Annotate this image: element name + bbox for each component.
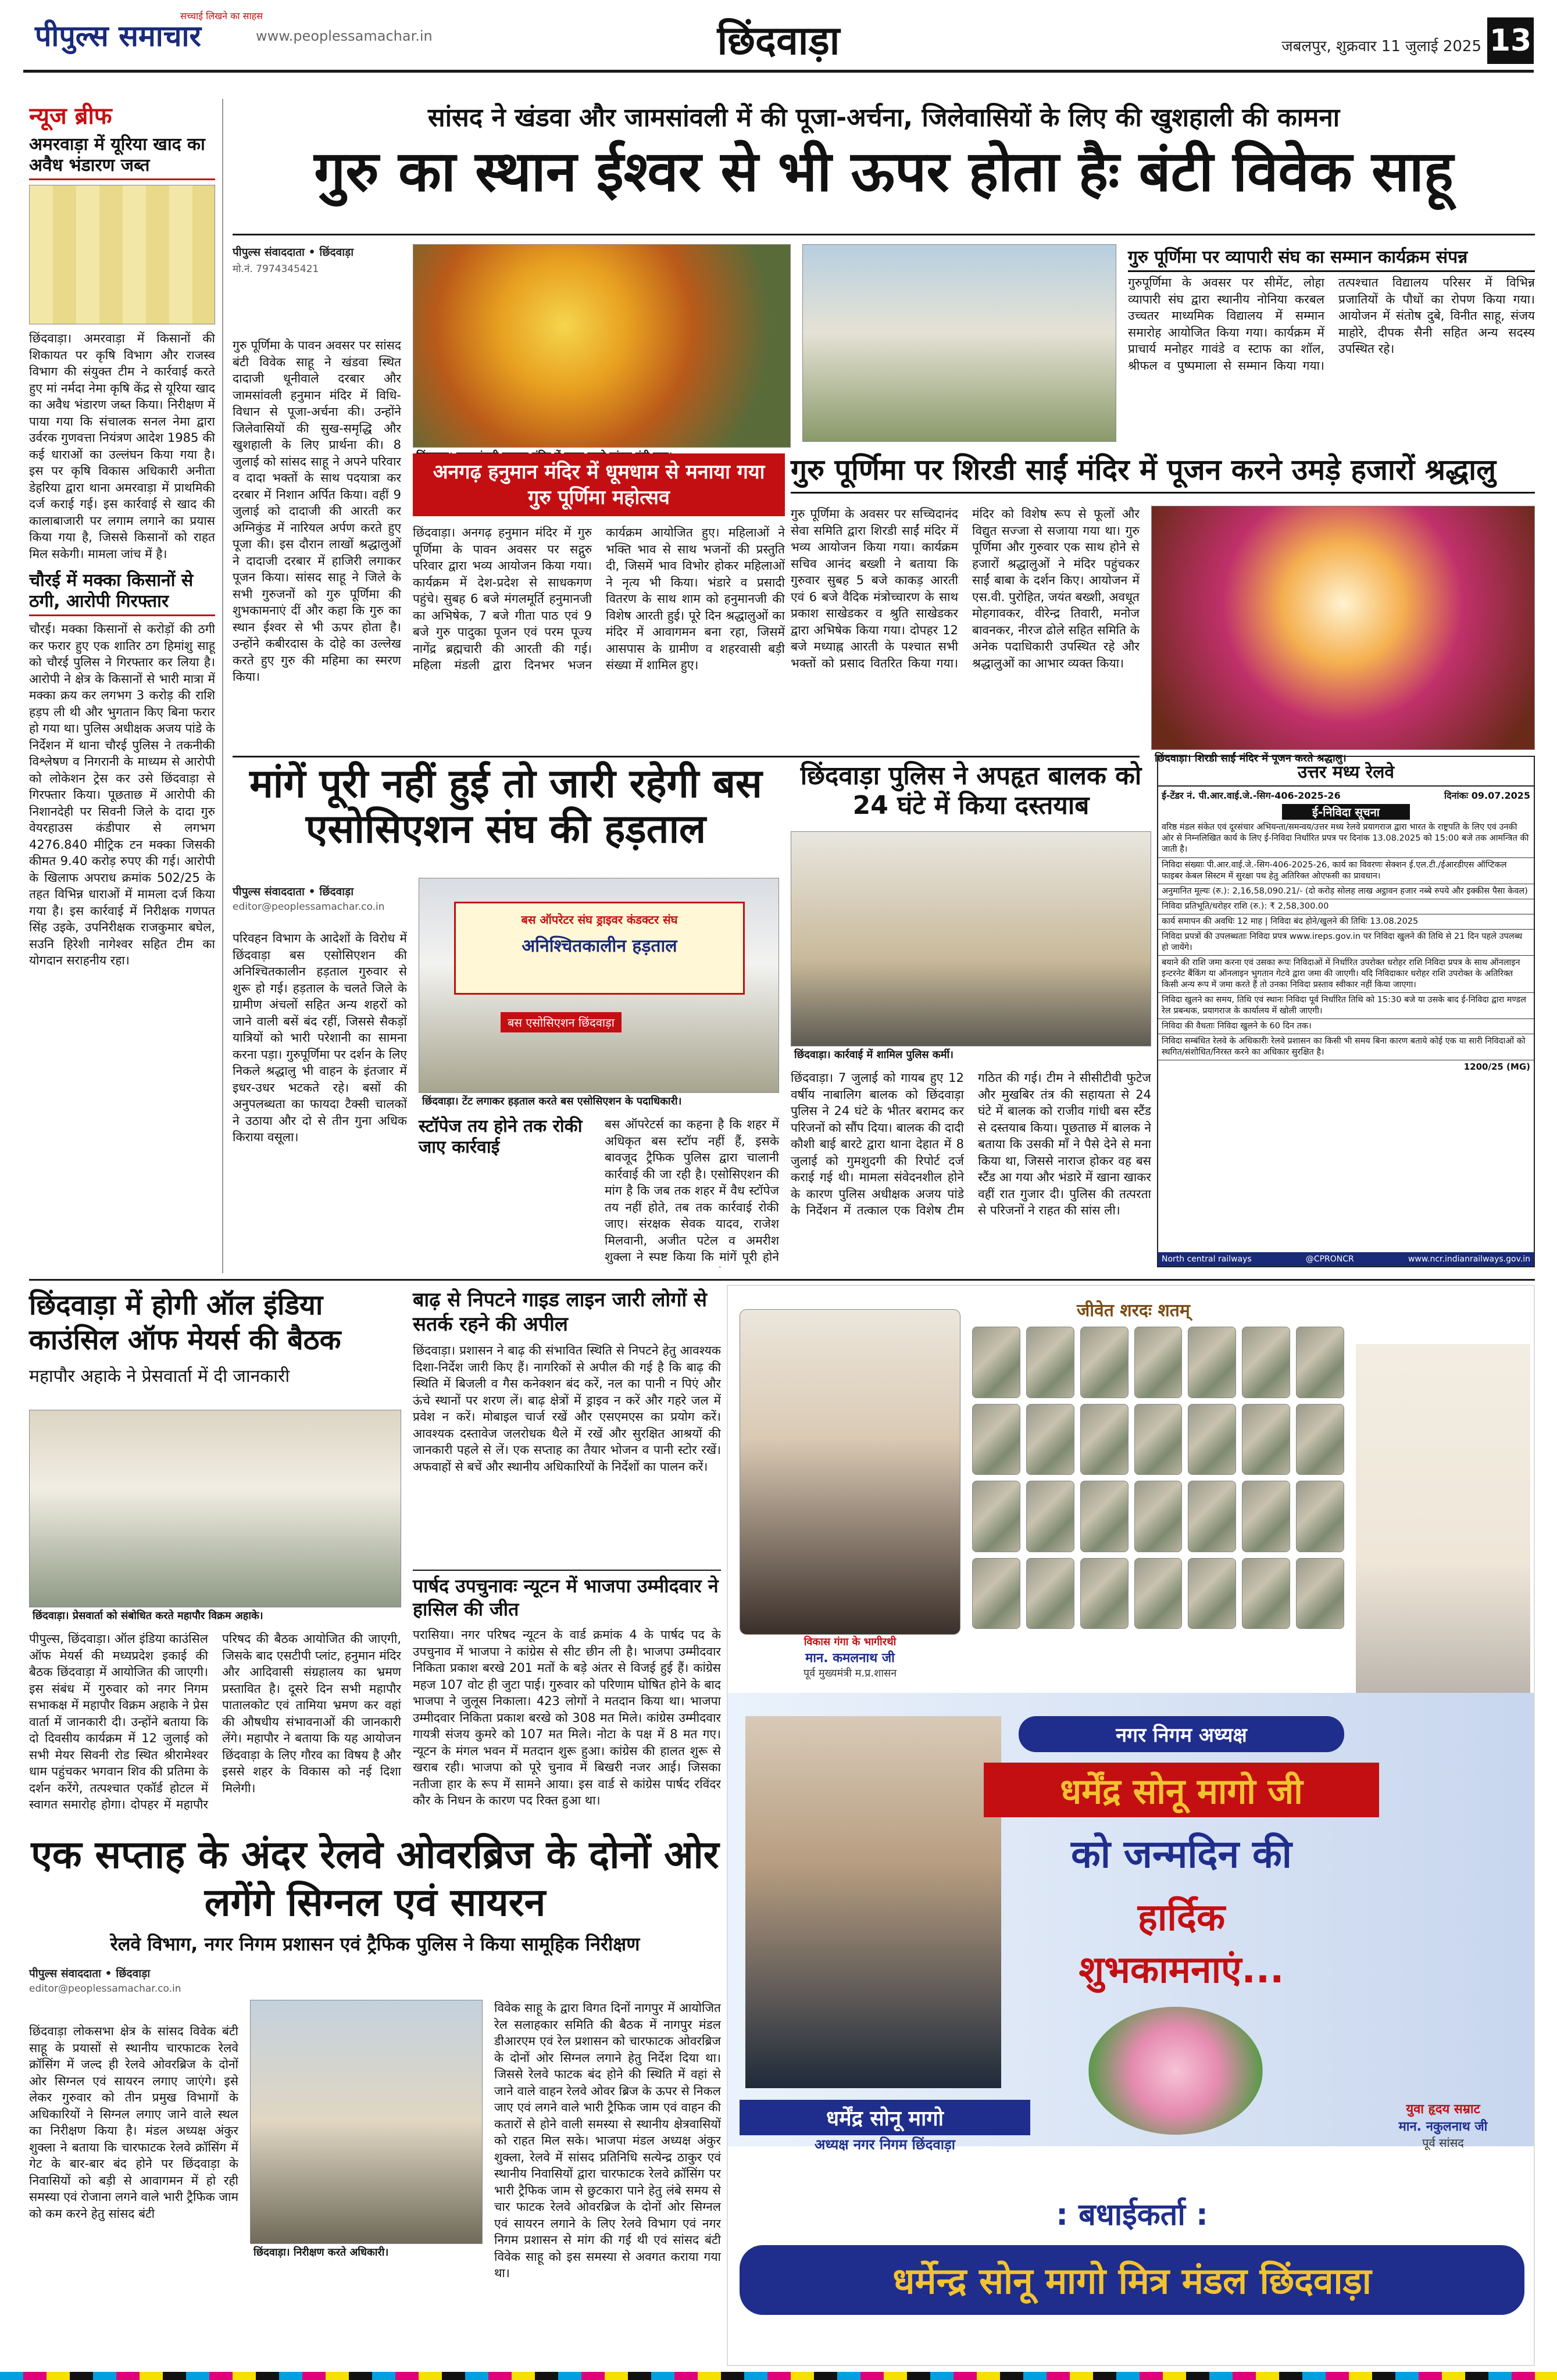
police-body: छिंदवाड़ा। 7 जुलाई को गायब हुए 12 वर्षीय नाबालिग बालक को छिंदवाड़ा पुलिस ने 24 घंटे के भीतर बरामद कर परिजनों को सौंप दिया। बालक की दादी कौशी बाई बारटे द्वारा थाना देहात में 8 जुलाई को गुमशुदगी की रिपोर्ट दर्ज कराई गई थी। मामला संवेदनशील होने के कारण पुलिस अधीक्षक अजय पांडे के निर्देशन में तत्काल एक विशेष टीम गठित की गई। टीम ने सीसीटीवी फुटेज और मुखबिर तंत्र की सहायता से 24 घंटे में बालक को राजीव गांधी बस स्टैंड से दस्तयाब किया। पूछताछ में बालक ने बताया कि उसकी माँ ने पैसे देने से मना किया था, जिससे नाराज होकर वह बस स्टैंड आ गया और भंडारे में खाना खाकर वहीं रात गुजार दी। पुलिस की तत्परता से परिजनों ने राहत की सांस ली। xyxy=(791,1071,1151,1217)
rob-deck: रेलवे विभाग, नगर निगम प्रशासन एवं ट्रैफिक पुलिस ने किया सामूहिक निरीक्षण xyxy=(110,1933,640,1955)
ad-portrait xyxy=(1134,1327,1183,1398)
rob-byline xyxy=(29,1966,250,1995)
tender-footer xyxy=(1158,1252,1534,1266)
ad-portrait xyxy=(1296,1404,1344,1475)
section-name: छिंदवाड़ा xyxy=(717,18,840,64)
tender-row: बयाने की राशि जमा करना एवं उसका रूपः निविदाओं में निर्धारित उपरोक्त धरोहर राशि निविदा प्रपत्र के साथ ऑनलाइन इन्टरनेट बैंकिंग या ऑनलाइन भुगतान गेटवे द्वारा जमा की जाएगी। यदि निविदाकार धरोहर राशि उपरोक्त के अतिरिक्त किसी अन्य रूप में जमा करते हैं तो उनका निविदा प्रस्ताव स्वीकार नहीं किया जाएगा। xyxy=(1158,956,1534,993)
ad-portrait xyxy=(1296,1327,1344,1398)
ad-portrait xyxy=(1134,1404,1183,1475)
tender-row: निविदा खुलने का समय, तिथि एवं स्थानः निविदा पूर्व निर्धारित तिथि को 15:30 बजे या उसके बाद ई-निविदा द्वारा मण्डल रेल प्रबन्धक, प्रयागराज के कार्यालय में खोली जाएगी। xyxy=(1158,993,1534,1019)
tender-org: उत्तर मध्य रेलवे xyxy=(1158,757,1534,787)
mayors-photo-caption: छिंदवाड़ा। प्रेसवार्ता को संबोधित करते महापौर विक्रम अहाके। xyxy=(29,1607,401,1624)
ad-leader-tag: विकास गंगा के भागीरथी xyxy=(804,1636,897,1648)
ad-portrait xyxy=(972,1404,1020,1475)
rob-headline: एक सप्ताह के अंदर रेलवे ओवरब्रिज के दोनों ओर लगेंगे सिग्नल एवं सायरन xyxy=(31,1832,719,1925)
news-brief-column xyxy=(29,99,215,1273)
police-photo xyxy=(791,831,1151,1046)
ad-portrait xyxy=(1026,1404,1074,1475)
rob-email[interactable]: editor@peoplessamachar.co.in xyxy=(29,1983,181,1995)
tender-date: दिनांकः 09.07.2025 xyxy=(1444,790,1530,801)
parshad-headline: पार्षद उपचुनावः न्यूटन में भाजपा उम्मीदवार ने हासिल की जीत xyxy=(413,1570,721,1621)
flood-headline: बाढ़ से निपटने गाइड लाइन जारी लोगों से सतर्क रहने की अपील xyxy=(413,1288,707,1336)
ad-pos: नगर निगम अध्यक्ष xyxy=(1019,1716,1344,1752)
bus-banner-line3: बस एसोसिएशन छिंदवाड़ा xyxy=(501,1012,622,1032)
rob-byline-text: पीपुल्स संवाददाता • छिंदवाड़ा xyxy=(29,1967,151,1980)
ad-person-photo xyxy=(745,1716,1001,2088)
mayors-deck: महापौर अहाके ने प्रेसवार्ता में दी जानकारी xyxy=(29,1366,290,1386)
ad-portrait xyxy=(1296,1481,1344,1552)
ad-top-line: जीवेत शरदः शतम् xyxy=(1077,1300,1190,1321)
bus-sub: स्टॉपेज तय होने तक रोकी जाए कार्रवाई xyxy=(419,1116,583,1157)
ad-portrait-grid xyxy=(972,1327,1344,1629)
ad-portrait xyxy=(1242,1404,1290,1475)
ad-portrait xyxy=(1026,1327,1074,1398)
rob-photo-caption: छिंदवाड़ा। निरीक्षण करते अधिकारी। xyxy=(250,2244,483,2260)
police-headline: छिंदवाड़ा पुलिस ने अपहृत बालक को 24 घंटे में किया दस्तयाब xyxy=(800,761,1142,820)
mayors-headline: छिंदवाड़ा में होगी ऑल इंडिया काउंसिल ऑफ मेयर्स की बैठक xyxy=(29,1289,341,1356)
masthead-rule xyxy=(23,70,1534,73)
lead-headline: गुरु का स्थान ईश्वर से भी ऊपर होता हैः बंटी विवेक साहू xyxy=(314,139,1454,204)
ad-person-name: धर्मेंद्र सोनू मागो xyxy=(740,2100,1030,2135)
mayors-photo xyxy=(29,1410,401,1607)
ad-portrait xyxy=(972,1558,1020,1629)
rob-body2: विवेक साहू के द्वारा विगत दिनों नागपुर में आयोजित रेल सलाहकार समिति की बैठक में नागपुर मंडल डीआरएम एवं रेल प्रशासन को चारफाटक ओवरब्रिज के दोनों ओर सिग्नल लगाने हेतु निर्देश दिया था। जिससे रेलवे फाटक बंद होने की स्थिति में वहां से जाने वाले वाहन रेलवे ओवर ब्रिज के ऊपर से निकल जाए एवं लगने वाले भारी ट्रैफिक जाम एवं वाहन की कतारों से होने वाली समस्या से स्थानीय क्षेत्रवासियों को राहत मिल सके। भाजपा मंडल अध्यक्ष अंकुर शुक्ला, रेलवे में सांसद प्रतिनिधि सत्येन्द्र ठाकुर एवं स्थानीय निवासियों द्वारा चारफाटक रेलवे क्रॉसिंग पर भारी ट्रैफिक जाम से छुटकारा पाने हेतु लंबे समय से चार फाटक रेलवे ओवरब्रिज के दोनों ओर सिग्नल एवं सायरन लगाने के लिए रेलवे विभाग एवं नगर निगम प्रशासन से मांग की गई थी एवं सांसद बंटी विवेक साहू को इस समस्या से अवगत कराया गया था। xyxy=(494,2001,721,2280)
bus-banner-line1: बस ऑपरेटर संघ ड्राइवर कंडक्टर संघ xyxy=(521,913,678,927)
lead-byline-text: पीपुल्स संवाददाता • छिंदवाड़ा xyxy=(233,246,354,259)
ad-portrait xyxy=(1080,1404,1129,1475)
ad-portrait xyxy=(972,1327,1020,1398)
ad-portrait xyxy=(1296,1558,1344,1629)
shirdi-photo-caption: छिंदवाड़ा। शिरडी साईं मंदिर में पूजन करते श्रद्धालु। xyxy=(1151,750,1535,766)
vyapari-photo xyxy=(802,244,1116,442)
tender-row: निविदा सम्बंधित रेलवे के अधिकारीः रेलवे प्रशासन का किसी भी समय बिना कारण बताये कोई एक या सारी निविदाओं को स्थगित/संशोधित/निरस्त करने का अधिकार सुरक्षित है। xyxy=(1158,1034,1534,1060)
bus-body: परिवहन विभाग के आदेशों के विरोध में छिंदवाड़ा बस एसोसिएशन की अनिश्चितकालीन हड़ताल गुरुवार से शुरू हो गई। हड़ताल के चलते जिले के ग्रामीण अंचलों सहित अन्य शहरों को जाने वाली बसें बंद रहीं, जिससे सैकड़ों यात्रियों को भारी परेशानी का सामना करना पड़ा। गुरुपूर्णिमा पर दर्शन के लिए निकले श्रद्धालु भी वाहन के इंतजार में इधर-उधर भटकते रहे। बसों की अनुपलब्धता का फायदा टैक्सी चालकों ने उठाया और दो से तीन गुना अधिक किराया वसूला। xyxy=(233,931,407,1144)
ad-right-tag: युवा हृदय सम्राट xyxy=(1406,2102,1480,2117)
urea-bags-photo xyxy=(29,185,215,324)
ad-flowers xyxy=(1088,2007,1263,2135)
lead-byline xyxy=(233,244,401,275)
ad-portrait xyxy=(1188,1327,1236,1398)
tender-row: निविदा की वैधताः निविदा खुलने के 60 दिन तक। xyxy=(1158,1019,1534,1034)
brief-item-body: छिंदवाड़ा। अमरवाड़ा में किसानों की शिकायत पर कृषि विभाग और राजस्व विभाग की संयुक्त टीम ने कार्रवाई करते हुए मां नर्मदा नेमा कृषि केंद्र से यूरिया खाद का अवैध भंडारण जब्त किया। निरीक्षण में पाया गया कि संचालक सनल नेमा द्वारा उर्वरक गुणवत्ता नियंत्रण आदेश 1985 की कई धाराओं का उल्लंघन किया गया है। इस पर कृषि विकास अधिकारी अनीता डेहरिया द्वारा थाना अमरवाड़ा में प्राथमिकी दर्ज कराई गई। इस कार्रवाई से खाद की कालाबाजारी पर लगाम लगाने का प्रयास किया गया है, जिससे किसानों को राहत मिल सकेगी। मामला जांच में है। xyxy=(29,331,215,561)
brief-item-title: अमरवाड़ा में यूरिया खाद का अवैध भंडारण जब्त xyxy=(29,134,215,180)
ad-portrait xyxy=(1080,1327,1129,1398)
shirdi-story xyxy=(791,453,1535,767)
ad-portrait xyxy=(1080,1481,1129,1552)
bus-byline-text: पीपुल्स संवाददाता • छिंदवाड़ा xyxy=(233,885,354,898)
tender-row: निविदा प्रपत्रों की उपलब्धताः निविदा प्रपत्र www.ireps.gov.in पर निविदा खुलने की तिथि से 21 दिन पहले उपलब्ध हो जायेंगे। xyxy=(1158,930,1534,956)
ad-footer: धर्मेन्द्र सोनू मागो मित्र मंडल छिंदवाड़ा xyxy=(740,2245,1524,2315)
page-number: 13 xyxy=(1487,17,1534,64)
tender-intro: वरिष्ठ मंडल संकेत एवं दूरसंचार अभियन्ता/समन्वय/उत्तर मध्य रेलवे प्रयागराज द्वारा भारत के राष्ट्रपति के लिए एवं उनकी ओर से निम्नलिखित कार्य के लिए ई-निविदा निर्धारित प्रपत्र पर दिनांक 13.08.2025 को 15:00 बजे तक आमन्त्रित की जाती है। xyxy=(1158,822,1534,858)
ad-name: धर्मेंद्र सोनू मागो जी xyxy=(984,1763,1379,1817)
police-photo-caption: छिंदवाड़ा। कार्रवाई में शामिल पुलिस कर्मी। xyxy=(791,1046,1151,1063)
ad-line1: को जन्मदिन की xyxy=(1071,1832,1292,1877)
ad-leader-name: मान. कमलनाथ जी xyxy=(805,1651,895,1666)
tender-meta xyxy=(1158,787,1534,804)
anagadh-headline: अनगढ़ हनुमान मंदिर में धूमधाम से मनाया गया गुरु पूर्णिमा महोत्सव xyxy=(413,453,785,516)
ad-portrait xyxy=(972,1481,1020,1552)
bus-banner xyxy=(454,902,745,995)
ad-portrait xyxy=(1188,1481,1236,1552)
tender-row: निविदा संख्याः पी.आर.वाई.जे.-सिग-406-2025-26, कार्य का विवरणः सेक्शन ई.एल.टी./ईआरडीएस ऑप्टिकल फाइबर केबल सिस्टम में सुरक्षा पथ हेतु अतिरिक्त ओएफसी का प्रावधान। xyxy=(1158,858,1534,884)
tender-no: ई-टेंडर नं. पी.आर.वाई.जे.-सिग-406-2025-26 xyxy=(1162,790,1341,801)
tender-footer-mid: @CPRONCR xyxy=(1305,1255,1354,1264)
bus-headline: मांगें पूरी नहीं हुई तो जारी रहेगी बस एसोसिएशन संघ की हड़ताल xyxy=(249,761,762,853)
news-brief-label: न्यूज ब्रीफ xyxy=(29,103,112,130)
anagadh-story xyxy=(413,453,785,756)
ad-portrait xyxy=(1242,1481,1290,1552)
vyapari-body: गुरुपूर्णिमा के अवसर पर सीमेंट, लोहा व्यापारी संघ द्वारा स्थानीय नोनिया करबल उच्चतर माध्यमिक विद्यालय में सम्मान समारोह आयोजित किया गया। कार्यक्रम में प्राचार्य मनोहर गावंडे व स्टाफ का शॉल, श्रीफल व पुष्पमाला से सम्मान किया गया। तत्पश्चात विद्यालय परिसर में विभिन्न प्रजातियों के पौधों का रोपण किया गया। आयोजन में संतोष दुबे, विनीत साहू, संजय माहोरे, दीपक सैनी सहित अन्य सदस्य उपस्थित रहे। xyxy=(1128,276,1535,373)
flood-story xyxy=(413,1288,721,1561)
dateline: जबलपुर, शुक्रवार 11 जुलाई 2025 xyxy=(1281,38,1481,55)
bus-photo-caption: छिंदवाड़ा। टेंट लगाकर हड़ताल करते बस एसोसिएशन के पदाधिकारी। xyxy=(419,1093,779,1109)
ad-right-caption xyxy=(1356,2100,1530,2150)
ad-right-title: पूर्व सांसद xyxy=(1422,2136,1464,2150)
vyapari-story xyxy=(802,244,1535,442)
ad-portrait xyxy=(1188,1558,1236,1629)
ad-portrait xyxy=(1188,1404,1236,1475)
ad-right-name: मान. नकुलनाथ जी xyxy=(1398,2120,1488,2134)
rob-body1: छिंदवाड़ा लोकसभा क्षेत्र के सांसद विवेक बंटी साहू के प्रयासों से स्थानीय चारफाटक रेलवे क्रॉसिंग में जल्द ही रेलवे ओवरब्रिज के दोनों ओर सिग्नल एवं सायरन लगाए जाएंगे। इसे लेकर गुरुवार को तीन प्रमुख विभागों के अधिकारियों ने सिग्नल लगाए जाने वाले स्थल का निरीक्षण किया है। मंडल अध्यक्ष अंकुर शुक्ला ने बताया कि चारफाटक रेलवे क्रॉसिंग में गेट के बार-बार बंद होने पर छिंदवाड़ा के निवासियों को बड़ी से आवागमन में हो रही समस्या एवं रोजाना लगने वाले भारी ट्रैफिक जाम को कम करने हेतु सांसद बंटी xyxy=(29,2024,238,2221)
vyapari-headline: गुरु पूर्णिमा पर व्यापारी संघ का सम्मान कार्यक्रम संपन्न xyxy=(1128,244,1535,272)
police-story xyxy=(791,762,1151,1273)
bus-story xyxy=(233,762,779,1273)
ad-leader-title: पूर्व मुख्यमंत्री म.प्र.शासन xyxy=(803,1667,897,1679)
registration-strip xyxy=(0,2372,1557,2380)
lead-kicker: सांसद ने खंडवा और जामसांवली में की पूजा-अर्चना, जिलेवासियों के लिए की खुशहाली की कामना xyxy=(427,103,1340,133)
rob-photo xyxy=(250,2000,483,2244)
ad-badhai: : बधाईकर्ता : xyxy=(1056,2197,1208,2232)
lead-photo xyxy=(413,244,791,448)
railway-tender xyxy=(1157,756,1535,1267)
ad-portrait xyxy=(1026,1558,1074,1629)
bus-sub-body: बस ऑपरेटर्स का कहना है कि शहर में अधिकृत बस स्टॉप नहीं हैं, इसके बावजूद ट्रैफिक पुलिस द्वारा चालानी कार्रवाई की जा रही है। एसोसिएशन की मांग है कि जब तक शहर में वैध स्टॉपेज तय नहीं होते, तब तक कार्रवाई रोकी जाए। संरक्षक सेवक यादव, राजेश मिलवानी, अजीत पटेल व अमरीश शुक्ला ने स्पष्ट किया कि मांगें पूरी होने xyxy=(605,1117,779,1264)
bus-byline xyxy=(233,884,407,913)
tender-row: निविदा प्रतिभूति/धरोहर राशि (रु.): ₹ 2,58,300.00 xyxy=(1158,899,1534,914)
parshad-story xyxy=(413,1570,721,1825)
tender-footer-left: North central railways xyxy=(1162,1255,1252,1264)
ad-portrait xyxy=(1080,1558,1129,1629)
lead-body-col: गुरु पूर्णिमा के पावन अवसर पर सांसद बंटी विवेक साहू ने खंडवा स्थित दादाजी धूनीवाले दरबार और जामसांवली हनुमान मंदिर में विधि-विधान से पूजा-अर्चना की। उन्होंने जिलेवासियों की सुख-समृद्धि और खुशहाली के लिए प्रार्थना की। 8 जुलाई को सांसद साहू ने अपने परिवार व दादा भक्तों के साथ पदयात्रा कर दरबार में निशान अर्पित किया। वहीं 9 जुलाई को दादाजी की आरती कर अग्निकुंड में नारियल अर्पण करते हुए पूजा की। इस दौरान लाखों श्रद्धालुओं ने दादाजी दरबार में हाजिरी लगाकर पूजन किया। सांसद साहू ने जिले के सभी गुरुजनों को गुरु पूर्णिमा की शुभकामनाएं दीं और कहा कि गुरु का स्थान ईश्वर से भी ऊपर होता है। उन्होंने कबीरदास के दोहे का उल्लेख करते हुए गुरु की महिमा का स्मरण किया। xyxy=(233,338,401,684)
bus-banner-line2: अनिश्चितकालीन हड़ताल xyxy=(522,936,677,956)
ad-portrait xyxy=(1134,1558,1183,1629)
shirdi-headline: गुरु पूर्णिमा पर शिरडी साईं मंदिर में पूजन करने उमड़े हजारों श्रद्धालु xyxy=(791,453,1535,494)
brief-item-title: चौरई में मक्का किसानों से ठगी, आरोपी गिरफ्तार xyxy=(29,570,215,616)
lead-phone: मो.नं. 7974345421 xyxy=(233,263,319,275)
ad-line2: हार्दिक xyxy=(1137,1896,1226,1939)
tender-footer-right[interactable]: www.ncr.indianrailways.gov.in xyxy=(1408,1255,1530,1264)
brand-name: पीपुल्स समाचार xyxy=(35,19,201,53)
section-rule xyxy=(29,1279,1535,1281)
tender-row: अनुमानित मूल्यः (रु.): 2,16,58,090.21/- (दो करोड़ सोलह लाख अट्ठावन हजार नब्बे रुपये और इक्कीस पैसा केवल) xyxy=(1158,884,1534,899)
flood-body: छिंदवाड़ा। प्रशासन ने बाढ़ की संभावित स्थिति से निपटने हेतु आवश्यक दिशा-निर्देश जारी किए हैं। नागरिकों से अपील की गई है कि बाढ़ की स्थिति में बिजली व गैस कनेक्शन बंद करें, नल का पानी न पिएं और ऊंचे स्थानों पर शरण लें। बाढ़ क्षेत्रों में ड्राइव न करें और गहरे जल में प्रवेश न करें। मोबाइल चार्ज रखें और एसएमएस का प्रयोग करें। आवश्यक दस्तावेज जलरोधक थैले में रखें और सुरक्षित आश्रयों की जानकारी पहले से लें। एक सप्ताह का तैयार भोजन व पानी स्टोर रखें। अफवाहों से बचें और स्थानीय अधिकारियों के निर्देशों का पालन करें। xyxy=(413,1343,721,1474)
ad-leader-caption xyxy=(740,1635,960,1680)
anagadh-body: छिंदवाड़ा। अनगढ़ हनुमान मंदिर में गुरु पूर्णिमा के पावन अवसर पर सद्गुरु परिवार द्वारा भव्य आयोजन किया गया। कार्यक्रम में देश-प्रदेश से साधकगण पहुंचे। सुबह 6 बजे मंगलमूर्ति हनुमानजी का अभिषेक, 7 बजे गीता पाठ एवं 9 बजे गुरु पादुका पूजन एवं परम पूज्य नागेंद्र ब्रह्मचारी की आरती की गई। महिला मंडली द्वारा दिनभर भजन कार्यक्रम आयोजित हुए। महिलाओं ने भक्ति भाव से साथ भजनों की प्रस्तुति दी, जिसमें भाव विभोर होकर महिलाओं ने नृत्य भी किया। भंडारे व प्रसादी वितरण के साथ शाम को हनुमानजी की विशेष आरती हुई। पूरे दिन श्रद्धालुओं का मंदिर में आवागमन बना रहा, जिसमें आसपास के ग्रामीण व शहरवासी बड़ी संख्या में शामिल हुए। xyxy=(413,526,785,672)
tender-rows xyxy=(1158,858,1534,1060)
ad-line3: शुभकामनाएं... xyxy=(1079,1949,1284,1992)
bus-photo xyxy=(419,878,779,1093)
tender-code: 1200/25 (MG) xyxy=(1463,1062,1530,1072)
mayors-body: पीपुल्स, छिंदवाड़ा। ऑल इंडिया काउंसिल ऑफ मेयर्स की मध्यप्रदेश इकाई की बैठक छिंदवाड़ा में आयोजित की जाएगी। इस संबंध में गुरुवार को नगर निगम सभाकक्ष में महापौर विक्रम अहाके ने प्रेस वार्ता में जानकारी दी। उन्होंने बताया कि दो दिवसीय कार्यक्रम में 12 जुलाई को सभी मेयर सिवनी रोड स्थित श्रीरामेश्वर धाम पहुंचकर भगवान शिव की प्रतिमा के दर्शन करेंगे, तत्पश्चात एकॉर्ड होटल में स्वागत समारोह होगा। दोपहर में महापौर परिषद की बैठक आयोजित की जाएगी, जिसके बाद एसटीपी प्लांट, हनुमान मंदिर और आदिवासी संग्रहालय का भ्रमण प्रस्तावित है। दूसरे दिन सभी महापौर पातालकोट एवं तामिया भ्रमण कर वहां की औषधीय संभावनाओं की जानकारी लेंगे। महापौर ने बताया कि यह आयोजन छिंदवाड़ा के लिए गौरव का विषय है और इससे शहर के विकास को नई दिशा मिलेगी। xyxy=(29,1632,401,1811)
shirdi-photo xyxy=(1151,506,1535,750)
mayors-story xyxy=(29,1288,401,1822)
shirdi-body: गुरु पूर्णिमा के अवसर पर सच्चिदानंद सेवा समिति द्वारा शिरडी साईं मंदिर में भव्य आयोजन किया गया। कार्यक्रम सचिव आनंद बख्शी ने बताया कि गुरुवार सुबह 5 बजे काकड़ आरती एवं 6 बजे वैदिक मंत्रोच्चारण के साथ प्रकाश साखेडकर व श्रुति साखेडकर द्वारा अभिषेक किया गया। दोपहर 12 बजे मध्याह्न आरती के पश्चात सभी भक्तों को प्रसाद वितरित किया गया। मंदिर को विशेष रूप से फूलों और विद्युत सज्जा से सजाया गया था। गुरु पूर्णिमा और गुरुवार एक साथ होने से हजारों श्रद्धालुओं ने मंदिर पहुंचकर साईं बाबा के दर्शन किए। आयोजन में एस.वी. पुरोहित, जयंत बख्शी, अवधूत मोहगावकर, वीरेन्द्र तिवारी, मनोज बावनकर, नीरज ढोले सहित समिति के अनेक पदाधिकारी उपस्थित रहे और श्रद्धालुओं का आभार व्यक्त किया। xyxy=(791,507,1140,670)
parshad-body: परासिया। नगर परिषद न्यूटन के वार्ड क्रमांक 4 के पार्षद पद के उपचुनाव में भाजपा ने कांग्रेस से सीट छीन ली है। भाजपा उम्मीदवार निकिता प्रकाश बरखे 201 मतों के बड़े अंतर से विजई हुई हैं। कांग्रेस महज 107 वोट ही जुटा पाई। गुरुवार को परिणाम घोषित होने के बाद भाजपा ने जुलूस निकाला। 423 लोगों ने मतदान किया था। भाजपा उम्मीदवार निकिता प्रकाश बरखे को 308 मत मिले। कांग्रेस उम्मीदवार गायत्री संजय कुमरे को 107 मत मिले। नोटा के पक्ष में 8 मत गए। न्यूटन के मंगल भवन में मतदान शुरू हुआ। कांग्रेस की हालत शुरू से खराब रही। भाजपा को पूरे चुनाव में बिखरी नजर आई। जिसका नतीजा हार के रूप में सामने आया। इस वार्ड से कांग्रेस पार्षद रविंदर कौर के निधन के कारण पद रिक्त हुआ था। xyxy=(413,1628,721,1807)
column-divider xyxy=(222,99,223,1273)
ad-portrait xyxy=(1242,1327,1290,1398)
rob-story xyxy=(29,1831,721,2366)
masthead xyxy=(23,12,1534,81)
ad-portrait xyxy=(1242,1558,1290,1629)
bus-email[interactable]: editor@peoplessamachar.co.in xyxy=(233,901,385,913)
brief-item-body: चौरई। मक्का किसानों से करोड़ों की ठगी कर फरार हुए एक शातिर ठग हिमांशु साहू को चौरई पुलिस ने गिरफ्तार कर लिया है। आरोपी ने क्षेत्र के किसानों से भारी मात्रा में मक्का क्रय कर लगभग 3 करोड़ की राशि हड़प ली थी और भुगतान किए बिना फरार हो गया था। पुलिस अधीक्षक अजय पांडे के निर्देशन में थाना चौरई पुलिस ने तकनीकी विश्लेषण व निगरानी के माध्यम से आरोपी को लोकेशन ट्रेस कर उसे छिंदवाड़ा से गिरफ्तार किया। पूछताछ में आरोपी की निशानदेही पर सिवनी जिले के दादा गुरु वेयरहाउस कंडीपार से लगभग 4276.840 मीट्रिक टन मक्का जिसकी कीमत 9.40 करोड़ रुपए की गई। आरोपी के खिलाफ अपराध क्रमांक 502/25 के तहत विभिन्न धाराओं में मामला दर्ज किया गया है। इस कार्रवाई में निरीक्षक गणपत सिंह उइके, उपनिरीक्षक राजकुमार बघेल, सउनि हिरेशी नागेश्वर सहित टीम का योगदान सराहनीय रहा। xyxy=(29,622,215,967)
tender-row: कार्य समापन की अवधिः 12 माह | निविदा बंद होने/खुलने की तिथिः 13.08.2025 xyxy=(1158,914,1534,930)
birthday-ad xyxy=(727,1285,1535,2366)
ad-portrait xyxy=(1026,1481,1074,1552)
ad-portrait xyxy=(1134,1481,1183,1552)
tender-label: ई-निविदा सूचना xyxy=(1282,804,1410,820)
brand-tag: सच्चाई लिखने का साहस xyxy=(180,10,263,22)
ad-person-title: अध्यक्ष नगर निगम छिंदवाड़ा xyxy=(814,2136,955,2153)
ad-leader-photo xyxy=(740,1309,960,1635)
section-rule xyxy=(233,756,1140,757)
site-url[interactable]: www.peoplessamachar.in xyxy=(256,28,433,44)
lead-rule xyxy=(233,234,1535,235)
